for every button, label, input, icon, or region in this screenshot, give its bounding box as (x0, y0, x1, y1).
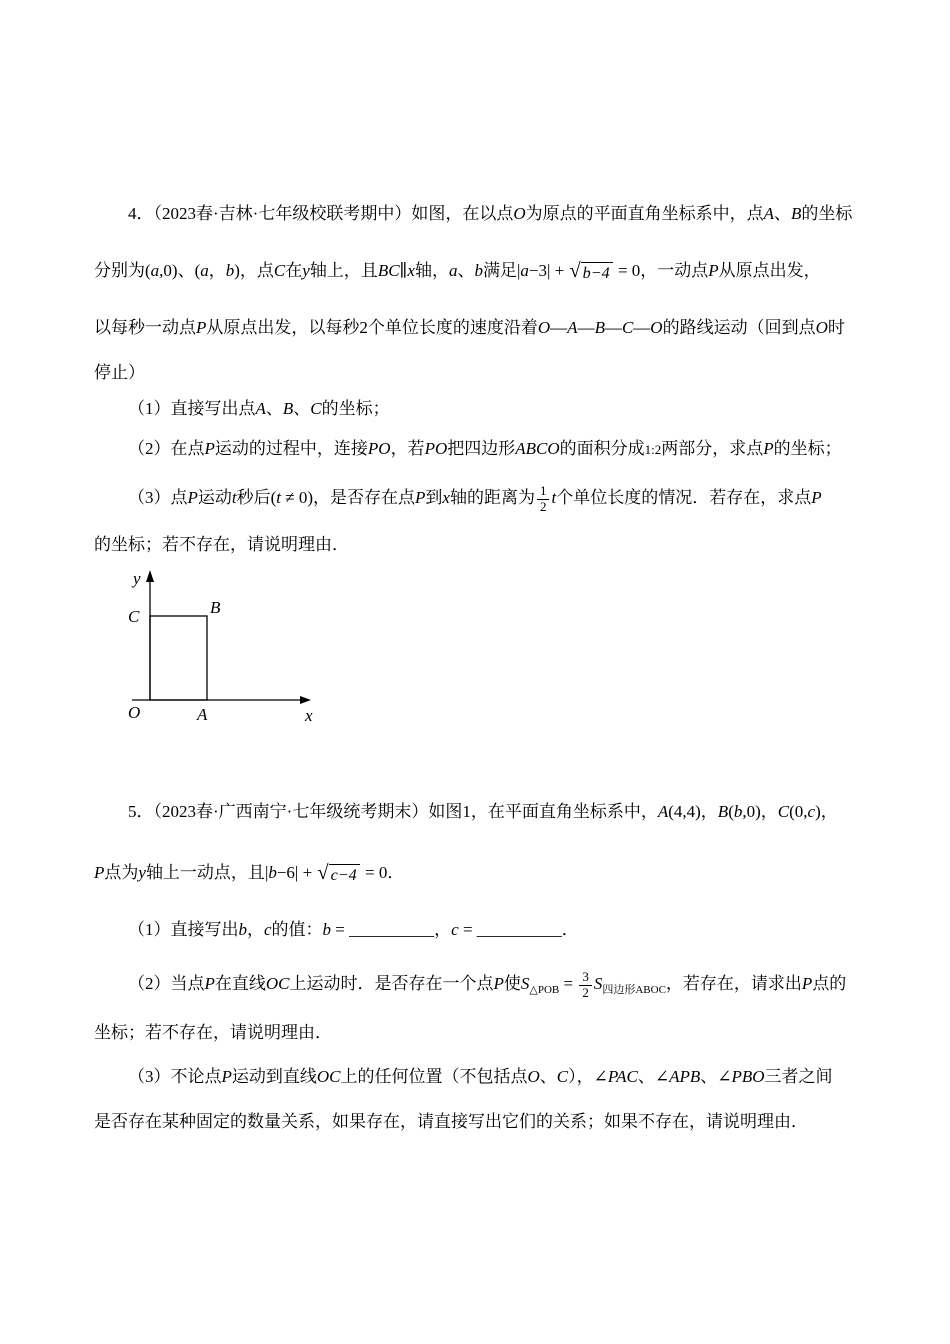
text-run: BC (377, 261, 400, 280)
coordinate-diagram-svg (104, 568, 334, 733)
text-run: 轴上，且 (309, 261, 378, 280)
text-run: OC (316, 1067, 341, 1086)
text-run: A (763, 204, 774, 223)
text-run: — (577, 318, 595, 337)
square-root: √ b−4 (569, 261, 612, 284)
coordinate-diagram (104, 568, 856, 738)
text-run: ≠ 0) (281, 488, 314, 507)
text-run: ( (145, 261, 151, 280)
text-run: 的坐标 (801, 204, 853, 223)
text-run: ∠ (654, 1067, 670, 1086)
label-y: y (133, 569, 141, 588)
text-line (94, 428, 856, 470)
text-run: 在直线 (214, 974, 266, 993)
text-run: ,0) (742, 802, 761, 821)
problem-5 (94, 782, 856, 1144)
text-run: 、 (637, 1067, 655, 1086)
text-run: O (815, 318, 828, 337)
text-run: y (302, 261, 310, 280)
text-run: B (282, 399, 294, 418)
text-line (94, 186, 856, 242)
text-run: 上的任何位置（不包括点 (340, 1067, 528, 1086)
text-run: 、 (539, 1067, 557, 1086)
text-run: 点为 (104, 863, 139, 882)
text-run: ，是否存在点 (313, 488, 416, 507)
text-run: 三者之间 (764, 1067, 833, 1086)
text-run: PAC (607, 1067, 638, 1086)
text-run: 、 (774, 204, 791, 223)
text-run: 满足 (482, 261, 517, 280)
text-run: 到 (425, 488, 443, 507)
text-run: 使 (503, 974, 521, 993)
text-run: 个单位长度的情况．若存在，求点 (556, 488, 812, 507)
text-run: P (196, 318, 207, 337)
text-run: ∠ (593, 1067, 608, 1086)
label-B: B (210, 598, 221, 617)
text-run: B (594, 318, 605, 337)
text-run: 的路线运动（回到点 (662, 318, 816, 337)
text-run: A (255, 399, 266, 418)
label-C: C (128, 607, 140, 626)
text-line (94, 1100, 856, 1144)
text-run: O (527, 1067, 540, 1086)
text-run: 坐标；若不存在，请说明理由． (94, 1023, 332, 1042)
text-run: 四边形ABOC (602, 984, 666, 996)
text-run: P (187, 488, 198, 507)
text-run: 5．（2023春·广西南宁·七年级统考期末）如图1，在平面直角坐标系中， (128, 802, 658, 821)
text-run: 把四边形 (447, 439, 516, 458)
text-run: x (442, 488, 450, 507)
text-run: — (550, 318, 568, 337)
text-run: PO (424, 439, 448, 458)
text-run: t (276, 488, 282, 507)
text-run: P (493, 974, 504, 993)
text-run: PO (367, 439, 391, 458)
text-run: −3| + (528, 261, 569, 280)
text-run: b (238, 920, 247, 939)
text-line (94, 526, 856, 564)
text-run: P (204, 974, 215, 993)
text-run: B (791, 204, 802, 223)
text-run: 的面积分成 (559, 439, 645, 458)
text-run: 1:2 (644, 442, 662, 457)
text-line (94, 1012, 856, 1054)
text-run: ，若存在，请求出 (665, 974, 802, 993)
text-run: ∠ (717, 1067, 732, 1086)
text-run: 上运动时．是否存在一个点 (289, 974, 494, 993)
text-run: OC (265, 974, 290, 993)
text-run: — (633, 318, 651, 337)
text-run: P (763, 439, 774, 458)
text-run: 运动到直线 (231, 1067, 317, 1086)
text-run: 的坐标； (321, 399, 390, 418)
text-run: = 0 (360, 863, 388, 882)
text-run: −6| + (276, 863, 317, 882)
text-run: ) (234, 261, 240, 280)
text-line (94, 782, 856, 842)
text-line (94, 390, 856, 428)
text-run: (4,4) (668, 802, 701, 821)
square-OABC (150, 616, 207, 700)
text-run: ， (760, 802, 778, 821)
text-run: S (520, 974, 530, 993)
text-run: | (516, 261, 521, 280)
text-run: 、 (293, 399, 311, 418)
text-run: 轴， (414, 261, 449, 280)
text-run: C (310, 399, 322, 418)
label-x: x (305, 706, 313, 725)
text-run: ， (247, 920, 264, 939)
text-run: c (264, 920, 272, 939)
text-run: ABCO (515, 439, 560, 458)
text-run: ， (700, 802, 718, 821)
text-line (94, 470, 856, 526)
text-run: 以每秒一动点 (94, 318, 196, 337)
fraction: $\frac{1}{2}$ (537, 484, 550, 515)
text-run: P (94, 863, 105, 882)
text-run: C (621, 318, 634, 337)
text-run: ． (561, 920, 579, 939)
text-run: t (551, 488, 557, 507)
text-run: △POB (529, 984, 560, 996)
text-run: A (657, 802, 669, 821)
text-run: — (604, 318, 622, 337)
x-axis-arrow-icon (300, 696, 311, 704)
text-run: 两部分，求点 (661, 439, 764, 458)
square-root: √ c−4 (317, 863, 359, 886)
text-run: c (451, 920, 459, 939)
text-run: 轴的距离为 (449, 488, 535, 507)
text-run: b (474, 261, 483, 280)
text-run: A (567, 318, 578, 337)
fraction: $\frac{3}{2}$ (579, 970, 592, 1001)
text-line (94, 300, 856, 356)
text-run: (0, (789, 802, 808, 821)
text-run: 运动 (197, 488, 232, 507)
text-run: （2）当点 (128, 974, 205, 993)
text-run: = (331, 920, 350, 939)
text-run: P (811, 488, 822, 507)
text-run: C (273, 261, 286, 280)
text-run: a (520, 261, 529, 280)
text-run: C (556, 1067, 569, 1086)
text-run: （3）点 (128, 488, 188, 507)
text-run: | (264, 863, 269, 882)
text-run: = (458, 920, 477, 939)
text-run: = (559, 974, 578, 993)
text-run: ，点 (239, 261, 274, 280)
text-line (94, 242, 856, 300)
text-run: PBO (731, 1067, 765, 1086)
text-run: ， (208, 261, 226, 280)
label-O: O (128, 703, 141, 722)
text-run: c (807, 802, 816, 821)
text-run: ( (728, 802, 734, 821)
text-run: ， (434, 920, 452, 939)
text-run: ， (820, 802, 838, 821)
text-run: b (733, 802, 743, 821)
text-run: ,0)、( (159, 261, 201, 280)
text-run: 运动的过程中，连接 (214, 439, 368, 458)
text-run: （1）直接写出点 (128, 399, 256, 418)
text-run: b (322, 920, 332, 939)
text-run: 的坐标； (773, 439, 842, 458)
text-run: （1）直接写出 (128, 920, 239, 939)
text-run: 的坐标；若不存在，请说明理由． (94, 535, 349, 554)
text-run: C (777, 802, 790, 821)
text-run: 点的 (812, 974, 847, 993)
text-run: 、 (700, 1067, 718, 1086)
text-run: ． (387, 863, 405, 882)
text-line (94, 904, 856, 956)
text-run: O (537, 318, 551, 337)
text-run: ∥ (399, 261, 408, 280)
text-run: ，若 (390, 439, 425, 458)
text-run: APB (669, 1067, 701, 1086)
text-run: 是否存在某种固定的数量关系，如果存在，请直接写出它们的关系；如果不存在，请说明理由． (94, 1112, 808, 1131)
text-run: 的值： (271, 920, 323, 939)
problem-4 (94, 186, 856, 564)
text-run: 轴上一动点，且 (145, 863, 265, 882)
text-run: ，一动点 (640, 261, 709, 280)
text-run: ) (815, 802, 821, 821)
text-line (94, 1054, 856, 1100)
text-run: a (150, 261, 160, 280)
label-A: A (197, 705, 208, 724)
y-axis-arrow-icon (146, 570, 154, 582)
text-run: 分别为 (94, 261, 145, 280)
text-run: = 0 (613, 261, 641, 280)
text-run: 时 (827, 318, 845, 337)
text-run: 秒后 (236, 488, 271, 507)
text-run: b (268, 863, 277, 882)
text-run: 停止） (94, 363, 145, 382)
text-run: 为原点的平面直角坐标系中，点 (525, 204, 764, 223)
text-run: 从原点出发，以每秒2个单位长度的速度沿着 (206, 318, 538, 337)
text-run: P (221, 1067, 232, 1086)
answer-blank: __________ (476, 920, 562, 939)
text-run: 、 (457, 261, 475, 280)
text-run: t (231, 488, 237, 507)
text-run: S (593, 974, 603, 993)
text-line (94, 842, 856, 904)
text-run: P (415, 488, 426, 507)
text-run: y (138, 863, 146, 882)
text-line (94, 356, 856, 390)
text-run: a (448, 261, 458, 280)
text-run: 4．（2023春·吉林·七年级校联考期中）如图，在以点 (128, 204, 514, 223)
text-run: 在 (285, 261, 303, 280)
text-run: B (717, 802, 729, 821)
text-run: a (200, 261, 209, 280)
text-line (94, 956, 856, 1012)
text-run: 从原点出发， (718, 261, 821, 280)
text-run: ( (270, 488, 277, 507)
text-run: P (708, 261, 719, 280)
text-run: O (650, 318, 663, 337)
text-run: x (407, 261, 415, 280)
text-run: b (225, 261, 235, 280)
text-run: （3）不论点 (128, 1067, 222, 1086)
text-run: （2）在点 (128, 439, 205, 458)
text-run: 、 (265, 399, 283, 418)
text-run: P (801, 974, 813, 993)
text-run: P (204, 439, 215, 458)
text-run: ）， (568, 1067, 594, 1086)
text-run: O (513, 204, 526, 223)
answer-blank: __________ (349, 920, 435, 939)
